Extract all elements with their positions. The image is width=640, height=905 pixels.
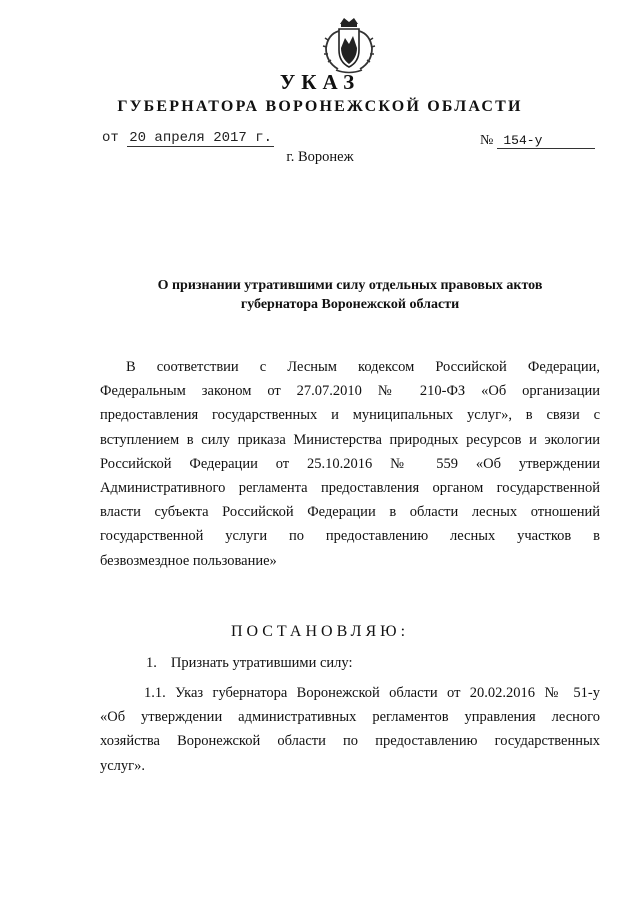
- paragraph-line: 1.1. Указ губернатора Воронежской области от 20.02.2016 № 51-у: [144, 685, 600, 701]
- paragraph-line: вступлением в силу приказа Министерства природных ресурсов и экологии: [100, 431, 600, 448]
- paragraph-line: хозяйства Воронежской области по предоставлению государственных: [100, 733, 600, 750]
- document-title-line: губернатора Воронежской области: [240, 297, 460, 312]
- number-value: 154-у: [497, 133, 595, 149]
- date-prefix: от: [102, 130, 119, 146]
- paragraph-line: Федеральным законом от 27.07.2010 № 210-ФЗ «Об организации: [100, 383, 600, 400]
- document-title-line: О признании утратившими силу отдельных правовых актов: [157, 278, 543, 293]
- paragraph-line: предоставления государственных и муниципальных услуг», в связи с: [100, 407, 600, 424]
- paragraph-line: Российской Федерации от 25.10.2016 № 559 «Об утверждении: [100, 455, 600, 472]
- decree-heading: ПОСТАНОВЛЯЮ:: [230, 623, 410, 640]
- sub-item: [100, 681, 600, 778]
- document-number-field: [480, 133, 595, 149]
- paragraph-line: безвозмездное пользование»: [100, 552, 277, 569]
- document-title: [100, 276, 600, 314]
- date-field: [102, 130, 274, 147]
- item-number: 1.: [146, 655, 157, 671]
- list-item: [146, 655, 353, 672]
- document-type-heading: УКАЗ: [279, 70, 361, 94]
- coat-of-arms-icon: [320, 14, 378, 76]
- paragraph-line: «Об утверждении административных регламентов управления лесного: [100, 709, 600, 726]
- preamble-paragraph: [100, 355, 600, 573]
- paragraph-line: государственной услуги по предоставлению лесных участков в: [100, 528, 600, 545]
- item-text: Признать утратившими силу:: [170, 655, 353, 671]
- number-sign: №: [480, 133, 494, 148]
- date-value: 20 апреля 2017 г.: [129, 130, 273, 146]
- issuer-heading: ГУБЕРНАТОРА ВОРОНЕЖСКОЙ ОБЛАСТИ: [117, 98, 523, 115]
- paragraph-line: Административного регламента предоставления органом государственной: [100, 480, 600, 497]
- city-line: г. Воронеж: [286, 149, 354, 165]
- paragraph-line: В соответствии с Лесным кодексом Российской Федерации,: [126, 359, 600, 375]
- paragraph-line: власти субъекта Российской Федерации в области лесных отношений: [100, 504, 600, 521]
- paragraph-line: услуг».: [100, 757, 145, 774]
